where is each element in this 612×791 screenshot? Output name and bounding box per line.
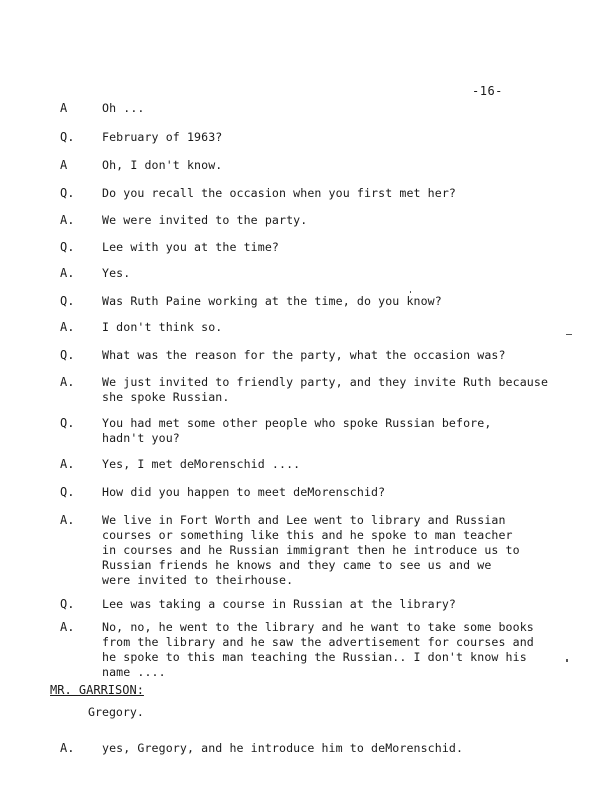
speaker-label: A. [60, 375, 75, 389]
utterance-text: Oh ... [102, 101, 145, 115]
utterance-text: February of 1963? [102, 130, 223, 144]
utterance-text: No, no, he went to the library and he want to take some books from the library and he saw the advertisement for courses and he spoke to this man teaching the Russian.. I don't know his name .... [102, 620, 534, 679]
speaker-label: A [60, 101, 68, 115]
utterance-text: Oh, I don't know. [102, 158, 223, 172]
speaker-label: A. [60, 513, 75, 527]
scan-speck [566, 334, 572, 335]
utterance-text: Do you recall the occasion when you first met her? [102, 186, 457, 200]
speaker-label: Q. [60, 597, 75, 611]
utterance-text: We just invited to friendly party, and they invite Ruth because she spoke Russian. [102, 375, 549, 404]
speaker-label: A [60, 158, 68, 172]
interjection-text: Gregory. [88, 705, 144, 719]
utterance-text: We live in Fort Worth and Lee went to library and Russian courses or something like this and he spoke to man teacher in courses and he Russian immigrant then he introduce us to Russian friends he knows and they came to see us and we were invited to theirhouse. [102, 513, 520, 587]
utterance-text: How did you happen to meet deMorenschid? [102, 485, 386, 499]
utterance-text: Yes, I met deMorenschid .... [102, 457, 301, 471]
speaker-label: Q. [60, 186, 75, 200]
speaker-label: Q. [60, 294, 75, 308]
speaker-label: Q. [60, 485, 75, 499]
utterance-text: Yes. [102, 266, 131, 280]
utterance-text: We were invited to the party. [102, 213, 308, 227]
speaker-label: Q. [60, 130, 75, 144]
utterance-text: Lee with you at the time? [102, 240, 280, 254]
speaker-label: A. [60, 457, 75, 471]
speaker-label: Q. [60, 348, 75, 362]
utterance-text: What was the reason for the party, what the occasion was? [102, 348, 506, 362]
speaker-label: A. [60, 266, 75, 280]
scan-speck [410, 291, 411, 293]
utterance-text: I don't think so. [102, 320, 223, 334]
speaker-label: A. [60, 620, 75, 634]
scan-speck [566, 659, 568, 662]
speaker-label: A. [60, 741, 75, 755]
page-number: -16- [472, 84, 503, 98]
speaker-label: A. [60, 213, 75, 227]
speaker-label: Q. [60, 240, 75, 254]
speaker-label: Q. [60, 416, 75, 430]
utterance-text: Lee was taking a course in Russian at the library? [102, 597, 457, 611]
utterance-text: yes, Gregory, and he introduce him to deMorenschid. [102, 741, 464, 755]
utterance-text: Was Ruth Paine working at the time, do you know? [102, 294, 442, 308]
interjection-speaker: MR. GARRISON: [50, 683, 144, 697]
utterance-text: You had met some other people who spoke Russian before, hadn't you? [102, 416, 492, 445]
speaker-label: A. [60, 320, 75, 334]
